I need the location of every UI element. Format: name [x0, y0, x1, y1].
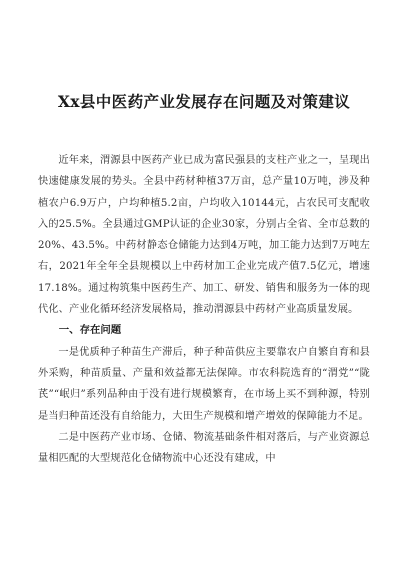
problem-paragraph-1: 一是优质种子种苗生产滞后，种子种苗供应主要靠农户自繁自育和县外采购，种苗质量、产量和效益都无法保障。市农科院选育的“渭党”“陇芪”“岷归”系列品种由于没有进行规模繁育，在市场上买不到种源，特别是当归种苗还没有自给能力，大田生产规模和增产增效的保障能力不足。: [38, 346, 370, 422]
document-title: Xx县中医药产业发展存在问题及对策建议: [57, 92, 351, 111]
section-heading-problems: 一、存在问题: [58, 324, 122, 337]
problem-paragraph-2: 二是中医药产业市场、仓储、物流基础条件相对落后，与产业资源总量相匹配的大型规范化仓储物流中心还没有建成，中: [38, 431, 370, 465]
intro-paragraph: 近年来，渭源县中医药产业已成为富民强县的支柱产业之一，呈现出快速健康发展的势头。全县中药材种植37万亩，总产量10万吨，涉及种植农户6.9万户，户均种植5.2亩，户均收入10144元，占农民可支配收入的25.5%。全县通过GMP认证的企业30家，分别占全省、全市总数的20%、43.5%。中药材静态仓储能力达到4万吨，加工能力达到7万吨左右，2021年全年全县规模以上中药材加工企业完成产值7.5亿元，增速17.18%。通过构筑集中医药生产、加工、研发、销售和服务为一体的现代化、产业化循环经济发展格局，推动渭源县中药材产业高质量发展。: [38, 155, 370, 316]
